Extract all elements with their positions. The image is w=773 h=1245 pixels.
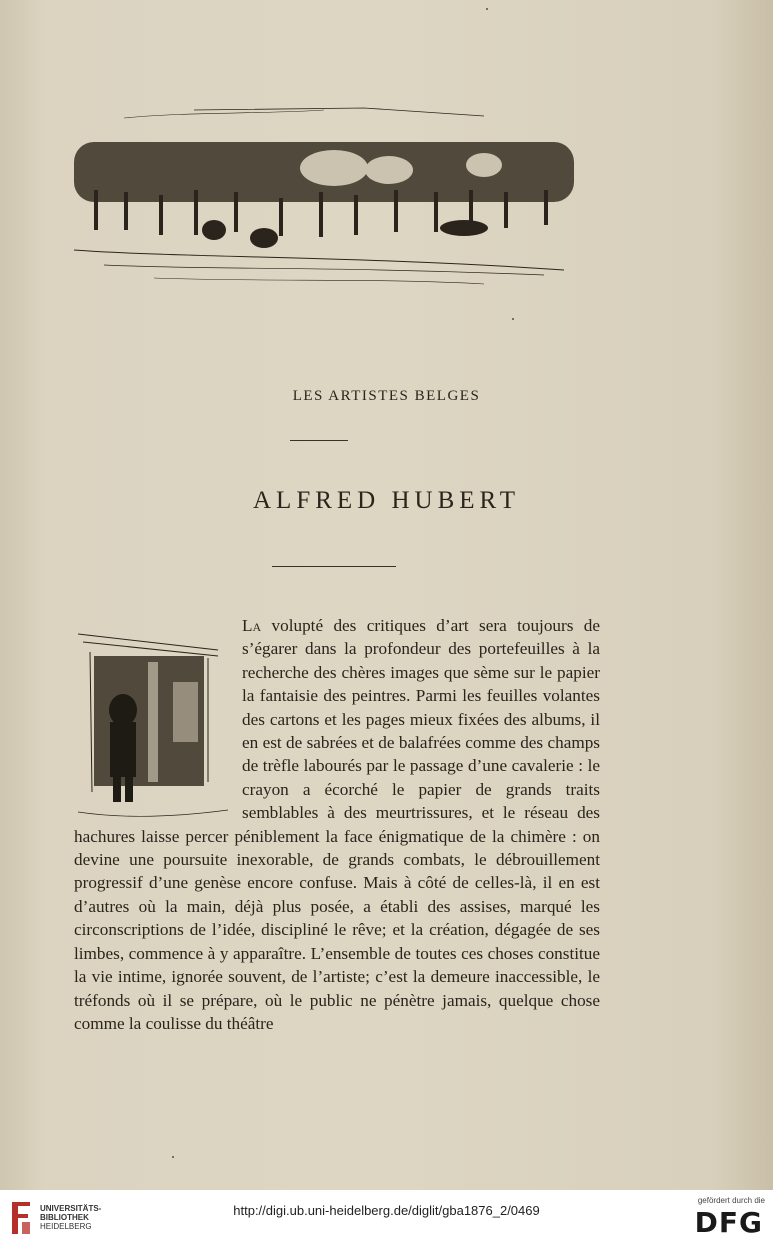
horses-engraving	[64, 80, 584, 290]
permalink-url[interactable]: http://digi.ub.uni-heidelberg.de/diglit/gba1876_2/0469	[233, 1203, 540, 1218]
drop-cap: La	[242, 616, 262, 635]
title-divider-long	[272, 566, 396, 567]
library-line-1: UNIVERSITÄTS-	[40, 1204, 102, 1213]
paper-speck	[172, 1156, 174, 1158]
viewer-footer	[0, 1190, 773, 1245]
library-line-2: BIBLIOTHEK	[40, 1213, 89, 1222]
paper-speck	[486, 8, 488, 10]
dfg-logo: DFG	[694, 1206, 763, 1239]
title-divider-short	[290, 440, 348, 441]
funding-label: gefördert durch die	[697, 1196, 765, 1205]
paper-speck	[512, 318, 514, 320]
article-title: ALFRED HUBERT	[253, 487, 520, 514]
body-paragraph	[74, 614, 600, 1035]
vignette-space	[74, 614, 242, 819]
library-line-3: HEIDELBERG	[40, 1222, 92, 1231]
section-title: LES ARTISTES BELGES	[292, 388, 481, 404]
body-text: volupté des critiques d’art sera toujours de s’égarer dans la profondeur des portefeuilles à la recherche des chères images que sème sur le papier la fantaisie des peintres. Parmi les feuilles volantes des cartons et les pages mieux fixées des albums, il en est de sabrées et de balafrées comme des champs de trèfle labourés par le passage d’une cavalerie : le crayon a écorché le papier de grands traits semblables à des meurtrissures, et le réseau des hachures laisse percer péniblement la face énigmatique de la chimère : on devine une poursuite inexorable, de grands combats, le débrouillement progressif d’une genèse encore confuse. Mais à côté de celles-là, il en est d’autres où la main, déjà plus posée, a établi des assises, marqué les circonscriptions de l’idée, discipliné le rêve; et la création, dégagée de ses limbes, commence à y apparaître. L’ensemble de toutes ces choses constitue la vie intime, ignorée souvent, de l’artiste; c’est la demeure inaccessible, le tréfonds où il se prépare, où le public ne pénètre jamais, quelque chose comme la coulisse du théâtre	[74, 616, 600, 1033]
